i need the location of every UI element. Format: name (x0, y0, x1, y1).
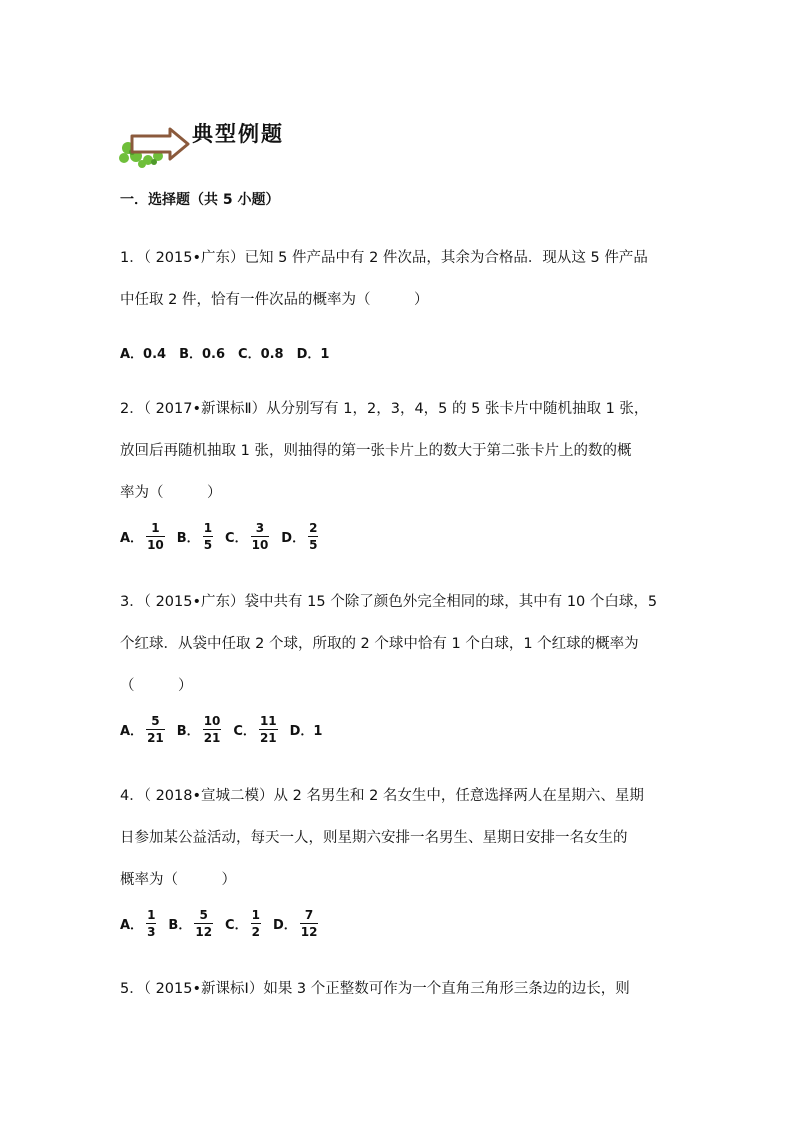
question-4-line-3: 概率为（ ） (120, 872, 236, 888)
question-2-line-1: 2．（ 2017•新课标Ⅱ）从分别写有 1，2，3，4，5 的 5 张卡片中随机抽取 1 张， (120, 401, 649, 417)
page-title: 典型例题 (192, 121, 284, 146)
option-a: A． $\frac{1}{10}$ (120, 521, 164, 552)
option-c: C． $\frac{3}{10}$ (225, 521, 269, 552)
question-3-line-2: 个红球．从袋中任取 2 个球，所取的 2 个球中恰有 1 个白球，1 个红球的概率为 (120, 636, 639, 652)
option-b: B． $\frac{5}{12}$ (168, 908, 213, 939)
option-d: D． $\frac{2}{5}$ (281, 521, 318, 552)
question-2-options (120, 521, 330, 552)
question-5-line-1: 5．（ 2015•新课标Ⅰ）如果 3 个正整数可作为一个直角三角形三条边的边长，则 (120, 981, 630, 997)
question-1-line-1: 1．（ 2015•广东）已知 5 件产品中有 2 件次品，其余为合格品．现从这 5 件产品 (120, 250, 648, 266)
option-d: D．1 (289, 724, 323, 739)
question-4-line-2: 日参加某公益活动，每天一人，则星期六安排一名男生、星期日安排一名女生的 (120, 830, 628, 846)
question-3-line-1: 3．（ 2015•广东）袋中共有 15 个除了颜色外完全相同的球，其中有 10 个白球，5 (120, 594, 658, 610)
option-c: C． $\frac{11}{21}$ (233, 714, 277, 745)
section-heading: 一．选择题（共 5 小题） (120, 192, 280, 208)
option-c: C． $\frac{1}{2}$ (225, 908, 260, 939)
question-4-options (120, 908, 330, 939)
question-1-options: A．0.4 B．0.6 C．0.8 D．1 (120, 347, 330, 362)
question-2-line-2: 放回后再随机抽取 1 张，则抽得的第一张卡片上的数大于第二张卡片上的数的概 (120, 443, 632, 459)
option-a: A． $\frac{5}{21}$ (120, 714, 164, 745)
clover-arrow-logo-icon (114, 126, 194, 170)
option-b: B． $\frac{10}{21}$ (176, 714, 221, 745)
option-b: B． $\frac{1}{5}$ (176, 521, 213, 552)
question-2-line-3: 率为（ ） (120, 485, 222, 501)
question-3-options (120, 714, 334, 745)
question-3-line-3: （ ） (120, 678, 193, 694)
question-1-line-2: 中任取 2 件，恰有一件次品的概率为（ ） (120, 292, 429, 308)
option-a: A． $\frac{1}{3}$ (120, 908, 156, 939)
question-4-line-1: 4．（ 2018•宣城二模）从 2 名男生和 2 名女生中，任意选择两人在星期六、星期 (120, 788, 644, 804)
option-d: D． $\frac{7}{12}$ (272, 908, 318, 939)
